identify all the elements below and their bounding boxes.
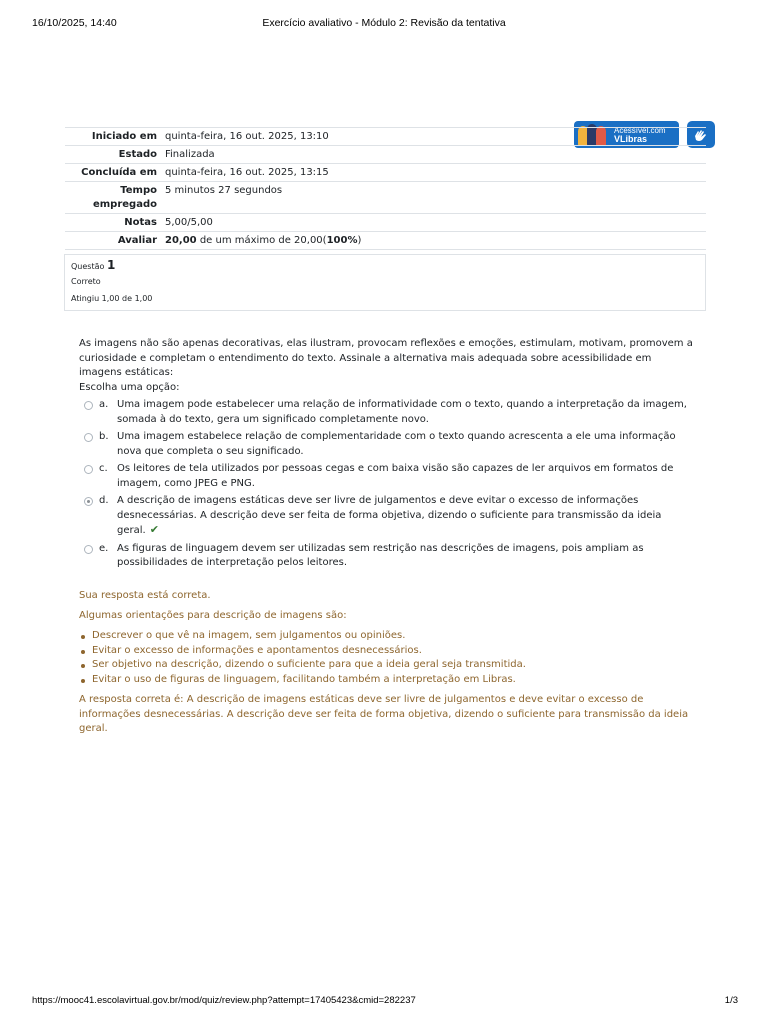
answer-options bbox=[84, 398, 696, 574]
summary-value: 5 minutos 27 segundos bbox=[165, 185, 283, 196]
summary-row-started bbox=[65, 127, 706, 145]
summary-label: Avaliar bbox=[117, 235, 157, 246]
answer-letter: d. bbox=[99, 495, 109, 506]
print-header bbox=[0, 17, 768, 31]
answer-option-e[interactable] bbox=[84, 542, 696, 571]
summary-value: 5,00/5,00 bbox=[165, 217, 213, 228]
summary-label: Estado bbox=[118, 149, 157, 160]
attempt-summary-table bbox=[65, 127, 706, 250]
summary-label: Iniciado em bbox=[91, 131, 157, 142]
correct-check-icon: ✔ bbox=[149, 523, 159, 536]
summary-label: Concluída em bbox=[81, 167, 157, 178]
answer-radio[interactable] bbox=[84, 465, 93, 474]
answer-option-a[interactable] bbox=[84, 398, 696, 427]
answer-option-c[interactable] bbox=[84, 462, 696, 491]
answer-text: Uma imagem estabelece relação de complementaridade com o texto quando acrescenta a ele uma informação nova que completa o seu significado. bbox=[117, 431, 676, 457]
feedback-section bbox=[79, 589, 699, 743]
question-number: Questão 1 bbox=[71, 258, 116, 272]
answer-text: Os leitores de tela utilizados por pessoas cegas e com baixa visão são capazes de ler arquivos em formatos de imagem, como JPEG e PNG. bbox=[117, 463, 674, 489]
vlibras-badge-line2: VLibras bbox=[614, 133, 648, 144]
summary-row-grade bbox=[65, 231, 706, 250]
question-text: As imagens não são apenas decorativas, elas ilustram, provocam reflexões e emoções, estimulam, motivam, promovem a curiosidade e completam o entendimento do texto. Assinale a alternativa mais adequada sobre acessibilidade em imagens estáticas: bbox=[79, 338, 693, 378]
summary-row-completed bbox=[65, 163, 706, 181]
answer-option-b[interactable] bbox=[84, 430, 696, 459]
answer-radio-selected[interactable] bbox=[84, 497, 93, 506]
summary-label: Notas bbox=[124, 217, 157, 228]
answer-radio[interactable] bbox=[84, 433, 93, 442]
print-page-number: 1/3 bbox=[724, 995, 738, 1006]
answer-radio[interactable] bbox=[84, 401, 93, 410]
answer-letter: b. bbox=[99, 431, 109, 442]
feedback-list-item: Ser objetivo na descrição, dizendo o suficiente para que a ideia geral seja transmitida. bbox=[79, 658, 699, 673]
question-state: Correto bbox=[71, 277, 101, 286]
summary-label: Tempo empregado bbox=[92, 185, 157, 210]
vlibras-badge-line1: Acessível.com bbox=[614, 125, 666, 135]
feedback-list-item: Evitar o excesso de informações e apontamentos desnecessários. bbox=[79, 644, 699, 659]
print-page-title: Exercício avaliativo - Módulo 2: Revisão da tentativa bbox=[262, 17, 506, 29]
summary-value: Finalizada bbox=[165, 149, 215, 160]
feedback-intro: Algumas orientações para descrição de imagens são: bbox=[79, 610, 347, 621]
summary-value-grade: 20,00 de um máximo de 20,00(100%) bbox=[165, 235, 362, 246]
feedback-list bbox=[79, 629, 699, 687]
answer-prompt: Escolha uma opção: bbox=[79, 382, 180, 393]
correct-answer-text: A resposta correta é: A descrição de imagens estáticas deve ser livre de julgamentos e deve evitar o excesso de informações desnecessárias. A descrição deve ser feita de forma objetiva, dizendo o suficiente para transmissão da ideia geral. bbox=[79, 694, 689, 734]
answer-letter: e. bbox=[99, 542, 109, 554]
print-url: https://mooc41.escolavirtual.gov.br/mod/quiz/review.php?attempt=17405423&cmid=282237 bbox=[32, 995, 416, 1006]
feedback-status: Sua resposta está correta. bbox=[79, 590, 211, 601]
summary-value: quinta-feira, 16 out. 2025, 13:10 bbox=[165, 131, 329, 142]
answer-text: A descrição de imagens estáticas deve ser livre de julgamentos e deve evitar o excesso de informações desnecessárias. A descrição deve ser feita de forma objetiva, dizendo o suficiente para transmissão da ideia geral. ✔ bbox=[117, 495, 662, 536]
print-datetime: 16/10/2025, 14:40 bbox=[32, 17, 117, 29]
question-info-box bbox=[64, 254, 706, 311]
summary-row-marks bbox=[65, 213, 706, 231]
summary-value: quinta-feira, 16 out. 2025, 13:15 bbox=[165, 167, 329, 178]
summary-row-state bbox=[65, 145, 706, 163]
answer-text: Uma imagem pode estabelecer uma relação de informatividade com o texto, quando a interpretação da imagem, somada à do texto, gera um significado completamente novo. bbox=[117, 399, 687, 425]
feedback-list-item: Evitar o uso de figuras de linguagem, facilitando também a interpretação em Libras. bbox=[79, 673, 699, 688]
answer-letter: c. bbox=[99, 463, 108, 474]
feedback-list-item: Descrever o que vê na imagem, sem julgamentos ou opiniões. bbox=[79, 629, 699, 644]
answer-option-d[interactable] bbox=[84, 494, 696, 539]
answer-text: As figuras de linguagem devem ser utilizadas sem restrição nas descrições de imagens, pois ampliam as possibilidades de interpretação pelos leitores. bbox=[117, 542, 644, 568]
answer-letter: a. bbox=[99, 399, 109, 410]
answer-radio[interactable] bbox=[84, 545, 93, 554]
question-grade: Atingiu 1,00 de 1,00 bbox=[71, 294, 153, 303]
summary-row-time-taken bbox=[65, 181, 706, 213]
